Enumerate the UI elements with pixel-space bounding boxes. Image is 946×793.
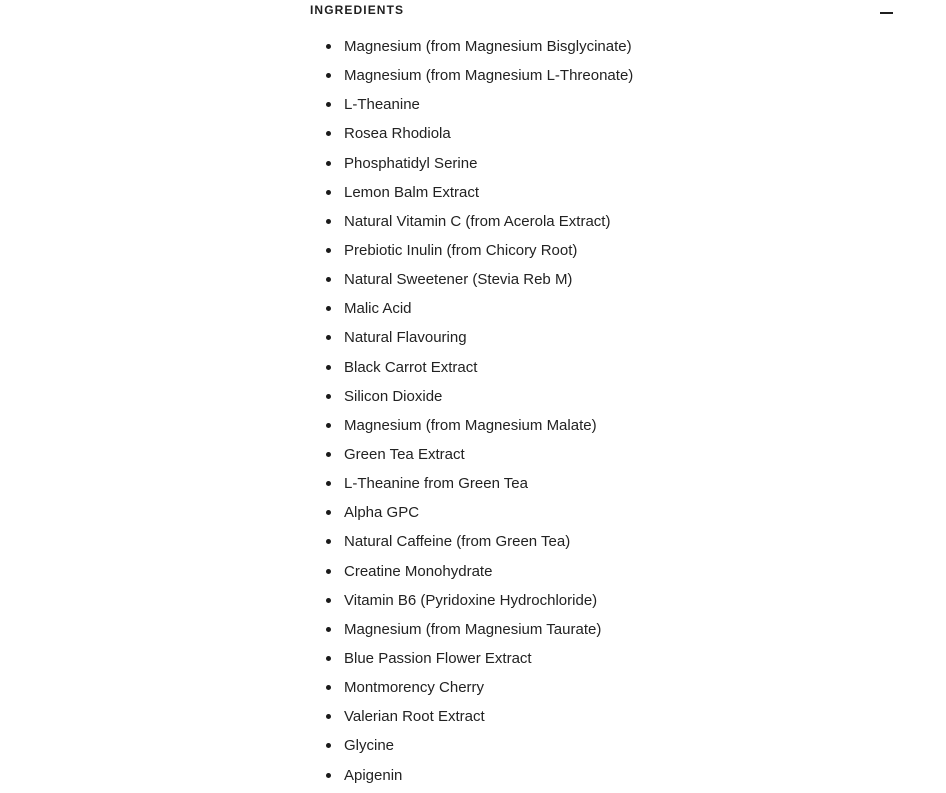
ingredient-label: Alpha GPC (344, 504, 420, 522)
ingredient-item (310, 90, 633, 119)
ingredient-item (310, 615, 633, 644)
ingredient-label: Natural Flavouring (344, 329, 467, 347)
ingredient-item (310, 527, 633, 556)
bullet-icon (326, 102, 331, 107)
ingredient-item (310, 149, 633, 178)
bullet-icon (326, 714, 331, 719)
bullet-icon (326, 510, 331, 515)
ingredient-label: Green Tea Extract (344, 445, 465, 463)
bullet-icon (326, 452, 331, 457)
ingredient-label: Blue Passion Flower Extract (344, 649, 532, 667)
ingredient-label: Natural Sweetener (Stevia Reb M) (344, 271, 573, 289)
ingredient-item (310, 265, 633, 294)
bullet-icon (326, 73, 331, 78)
ingredient-label: Magnesium (from Magnesium L-Threonate) (344, 67, 634, 85)
ingredient-item (310, 236, 633, 265)
ingredient-item (310, 644, 633, 673)
ingredient-label: Rosea Rhodiola (344, 125, 451, 143)
ingredient-item (310, 32, 633, 61)
ingredient-label: Apigenin (344, 766, 403, 784)
ingredient-label: L-Theanine from Green Tea (344, 475, 528, 493)
ingredients-accordion-header[interactable] (310, 0, 894, 22)
ingredient-label: Creatine Monohydrate (344, 562, 493, 580)
ingredient-label: Phosphatidyl Serine (344, 154, 478, 172)
bullet-icon (326, 627, 331, 632)
bullet-icon (326, 685, 331, 690)
ingredient-label: Black Carrot Extract (344, 358, 478, 376)
bullet-icon (326, 598, 331, 603)
ingredient-item (310, 498, 633, 527)
ingredient-item (310, 731, 633, 760)
bullet-icon (326, 481, 331, 486)
ingredient-item (310, 207, 633, 236)
bullet-icon (326, 131, 331, 136)
ingredient-label: Vitamin B6 (Pyridoxine Hydrochloride) (344, 591, 598, 609)
bullet-icon (326, 743, 331, 748)
ingredient-label: Malic Acid (344, 300, 412, 318)
ingredient-label: Natural Caffeine (from Green Tea) (344, 533, 571, 551)
bullet-icon (326, 539, 331, 544)
bullet-icon (326, 277, 331, 282)
ingredient-label: Glycine (344, 737, 395, 755)
ingredient-label: Montmorency Cherry (344, 679, 485, 697)
bullet-icon (326, 569, 331, 574)
ingredient-label: Magnesium (from Magnesium Taurate) (344, 620, 602, 638)
ingredient-item (310, 469, 633, 498)
ingredient-item (310, 702, 633, 731)
ingredient-item (310, 119, 633, 148)
ingredient-item (310, 353, 633, 382)
ingredient-item (310, 673, 633, 702)
ingredient-label: Lemon Balm Extract (344, 183, 480, 201)
bullet-icon (326, 248, 331, 253)
ingredient-label: Magnesium (from Magnesium Malate) (344, 416, 597, 434)
ingredient-item (310, 323, 633, 352)
bullet-icon (326, 161, 331, 166)
ingredient-item (310, 178, 633, 207)
bullet-icon (326, 656, 331, 661)
ingredient-item (310, 411, 633, 440)
bullet-icon (326, 219, 331, 224)
bullet-icon (326, 773, 331, 778)
bullet-icon (326, 423, 331, 428)
ingredient-item (310, 761, 633, 790)
bullet-icon (326, 190, 331, 195)
ingredients-accordion (310, 0, 894, 784)
bullet-icon (326, 306, 331, 311)
ingredient-label: Silicon Dioxide (344, 387, 443, 405)
ingredient-item (310, 294, 633, 323)
ingredient-item (310, 440, 633, 469)
ingredient-label: Prebiotic Inulin (from Chicory Root) (344, 241, 578, 259)
ingredient-label: Natural Vitamin C (from Acerola Extract) (344, 212, 611, 230)
ingredient-item (310, 586, 633, 615)
bullet-icon (326, 394, 331, 399)
ingredient-label: Valerian Root Extract (344, 708, 485, 726)
bullet-icon (326, 365, 331, 370)
bullet-icon (326, 335, 331, 340)
ingredient-label: L-Theanine (344, 96, 420, 114)
ingredient-item (310, 382, 633, 411)
ingredients-title: INGREDIENTS (310, 3, 405, 17)
bullet-icon (326, 44, 331, 49)
minus-icon[interactable] (880, 6, 894, 20)
ingredient-label: Magnesium (from Magnesium Bisglycinate) (344, 38, 632, 55)
ingredient-item (310, 557, 633, 586)
ingredient-item (310, 61, 633, 90)
ingredient-list (310, 32, 633, 790)
